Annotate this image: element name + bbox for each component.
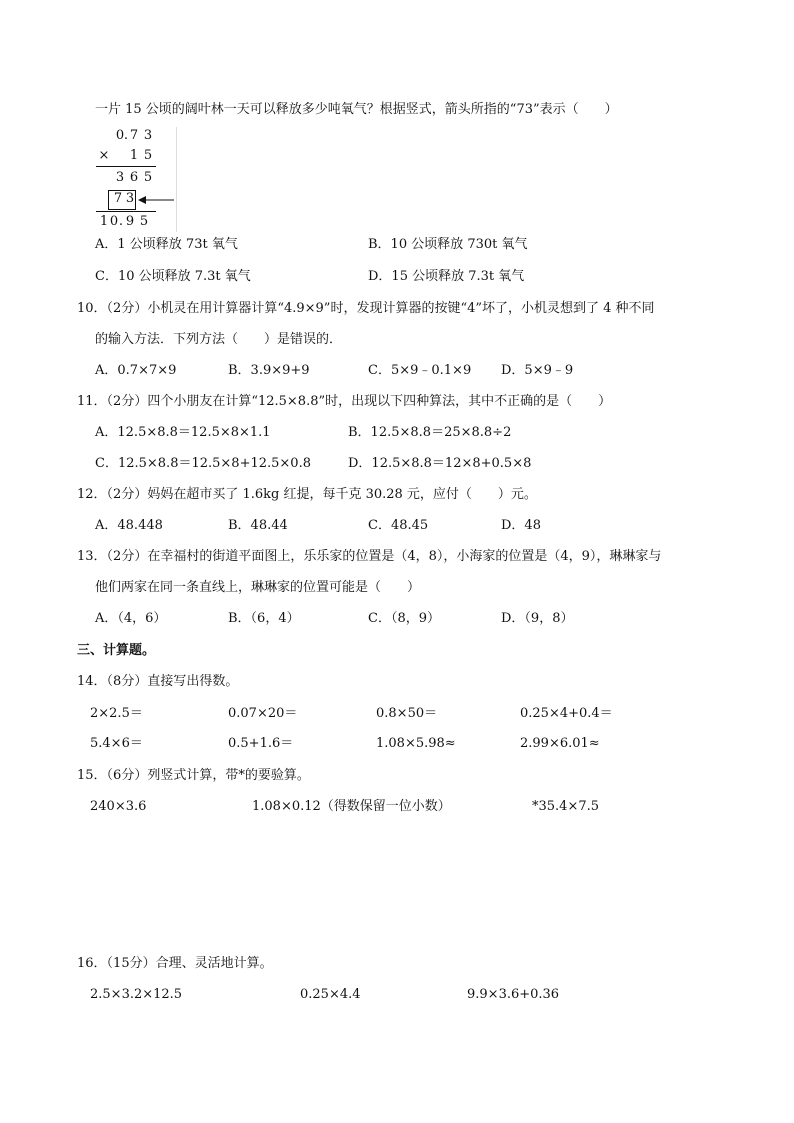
q14-item: 0.5+1.6＝ xyxy=(228,736,294,751)
q11-option-b: B．12.5×8.8＝25×8.8÷2 xyxy=(348,425,512,440)
q14-item: 0.07×20＝ xyxy=(228,706,298,721)
vm-digit: 7 xyxy=(113,191,123,206)
q10-option-b: B．3.9×9+9 xyxy=(228,363,310,378)
q12-option-c: C．48.45 xyxy=(368,518,429,533)
q9-option-c: C．10 公顷释放 7.3t 氧气 xyxy=(95,269,251,284)
vm-row-multiplier xyxy=(96,147,156,165)
q11-option-a: A．12.5×8.8＝12.5×8×1.1 xyxy=(95,425,271,440)
vm-digit: × xyxy=(98,148,110,163)
q13-option-d: D．（9，8） xyxy=(501,611,574,626)
vm-digit: 3 xyxy=(143,128,153,143)
q14-item: 0.8×50＝ xyxy=(376,706,438,721)
section-heading: 三、计算题。 xyxy=(77,643,156,658)
q10-option-c: C．5×9﹣0.1×9 xyxy=(368,363,472,378)
q14-item: 0.25×4+0.4＝ xyxy=(520,706,613,721)
vm-row-product xyxy=(96,213,156,231)
q12-stem: 12．（2分）妈妈在超市买了 1.6kg 红提，每千克 30.28 元，应付（ ）元。 xyxy=(77,487,537,502)
q11-stem: 11．（2分）四个小朋友在计算“12.5×8.8”时，出现以下四种算法，其中不正确的是（ ） xyxy=(77,394,612,409)
vm-digit: 6 xyxy=(129,170,139,185)
vm-divider xyxy=(96,166,156,167)
q15-item: 1.08×0.12（得数保留一位小数） xyxy=(252,799,451,814)
q9-option-a: A．1 公顷释放 73t 氧气 xyxy=(95,237,238,252)
q10-stem-line2: 的输入方法．下列方法（ ）是错误的． xyxy=(95,332,343,347)
q10-stem-line1: 10．（2分）小机灵在用计算器计算“4.9×9”时，发现计算器的按键“4”坏了，小机灵想到了 4 种不同 xyxy=(77,301,655,316)
vm-digit: 1 xyxy=(129,148,139,163)
vm-digit: 7 xyxy=(129,128,139,143)
q14-item: 2.99×6.01≈ xyxy=(520,736,600,751)
vm-digit: 5 xyxy=(143,170,153,185)
q13-stem-line2: 他们两家在同一条直线上，琳琳家的位置可能是（ ） xyxy=(95,580,421,595)
q12-option-a: A．48.448 xyxy=(95,518,163,533)
vm-digit: 1 xyxy=(99,214,109,229)
vm-digit: . xyxy=(118,214,124,229)
vm-digit: . xyxy=(123,128,129,143)
vm-digit: 0 xyxy=(115,128,125,143)
vm-frame-edge xyxy=(176,127,177,232)
q16-item: 2.5×3.2×12.5 xyxy=(90,987,183,1002)
q9-option-b: B．10 公顷释放 730t 氧气 xyxy=(368,237,528,252)
vm-digit: 5 xyxy=(143,148,153,163)
vm-digit: 3 xyxy=(125,191,135,206)
vm-digit: 5 xyxy=(139,214,149,229)
q14-stem: 14．（8分）直接写出得数。 xyxy=(77,674,239,689)
vm-row-partial1 xyxy=(96,169,156,187)
vm-digit: 9 xyxy=(125,214,135,229)
arrow-left-icon xyxy=(138,196,174,204)
q9-option-d: D．15 公顷释放 7.3t 氧气 xyxy=(368,269,525,284)
q10-option-d: D．5×9﹣9 xyxy=(501,363,574,378)
q15-item: *35.4×7.5 xyxy=(532,799,600,814)
q13-option-c: C．（8，9） xyxy=(368,611,440,626)
q10-option-a: A．0.7×7×9 xyxy=(95,363,177,378)
q14-item: 1.08×5.98≈ xyxy=(376,736,456,751)
vm-digit: 0 xyxy=(109,214,119,229)
q13-option-a: A．（4，6） xyxy=(95,611,167,626)
q12-option-d: D．48 xyxy=(501,518,541,533)
q14-item: 2×2.5＝ xyxy=(90,706,143,721)
q13-option-b: B．（6，4） xyxy=(228,611,300,626)
q12-option-b: B．48.44 xyxy=(228,518,288,533)
q16-item: 9.9×3.6+0.36 xyxy=(467,987,560,1002)
q13-stem-line1: 13．（2分）在幸福村的街道平面图上，乐乐家的位置是（4，8），小海家的位置是（4，9），琳琳家与 xyxy=(77,549,662,564)
q11-option-d: D．12.5×8.8＝12×8+0.5×8 xyxy=(348,456,532,471)
q16-stem: 16．（15分）合理、灵活地计算。 xyxy=(77,956,273,971)
q16-item: 0.25×4.4 xyxy=(300,987,361,1002)
vm-divider xyxy=(96,211,156,212)
q15-stem: 15．（6分）列竖式计算，带*的要验算。 xyxy=(77,768,310,783)
q9-stem: 一片 15 公顷的阔叶林一天可以释放多少吨氧气？根据竖式，箭头所指的“73”表示（ ） xyxy=(95,102,618,117)
q11-option-c: C．12.5×8.8＝12.5×8+12.5×0.8 xyxy=(95,456,311,471)
vertical-multiplication xyxy=(96,127,180,232)
q15-item: 240×3.6 xyxy=(90,799,147,814)
q14-item: 5.4×6＝ xyxy=(90,736,143,751)
vm-row-multiplicand xyxy=(96,127,156,145)
vm-digit: 3 xyxy=(115,170,125,185)
